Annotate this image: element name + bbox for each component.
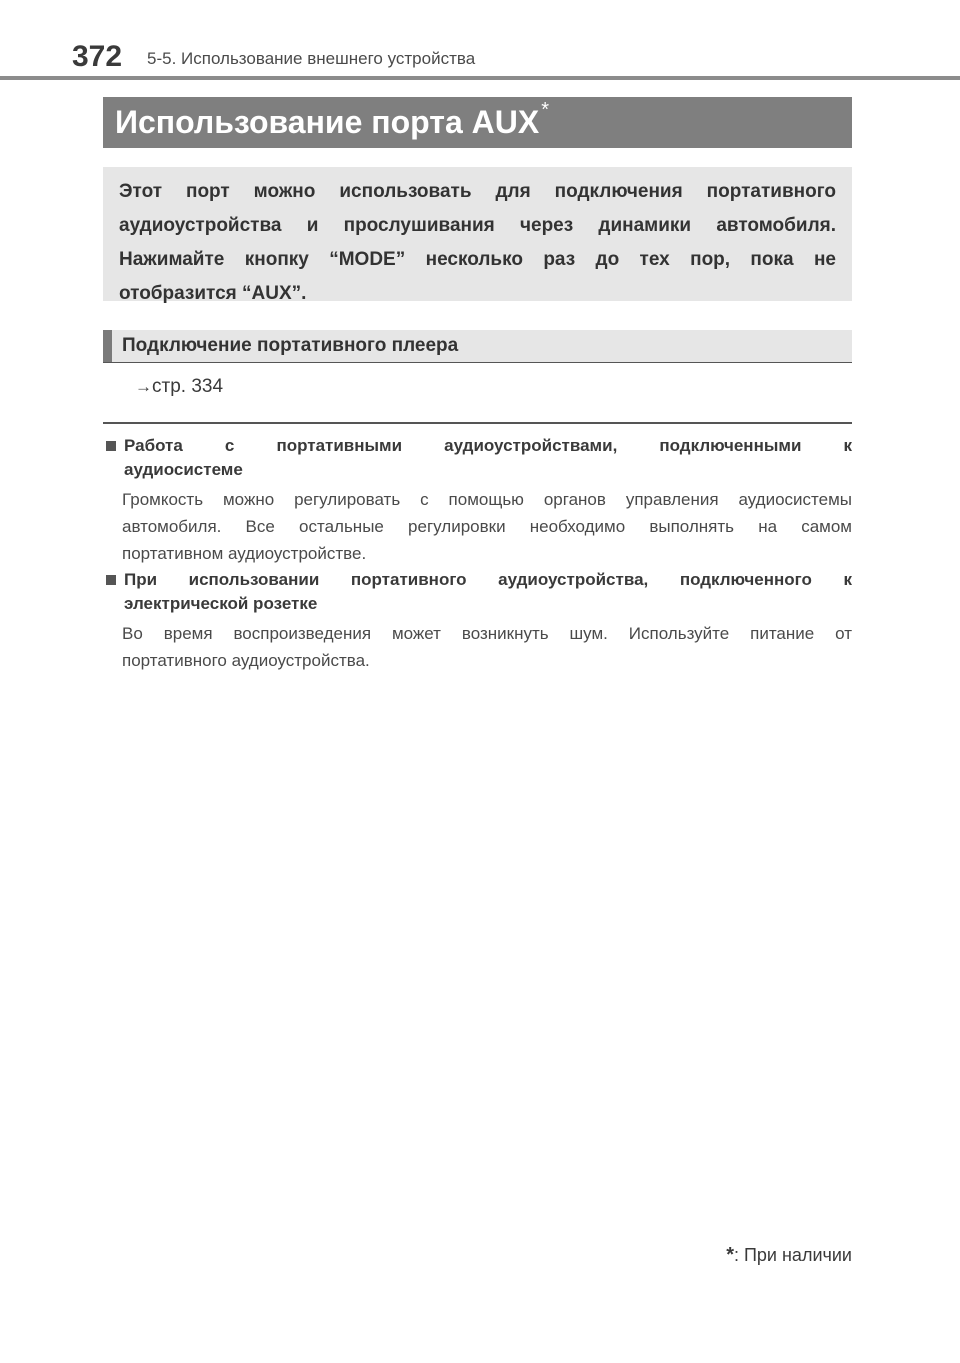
footnote-text: : При наличии: [733, 1245, 852, 1265]
section-title: Использование порта AUX: [115, 104, 540, 140]
intro-box: [103, 167, 852, 304]
subsection-title: Подключение портативного плеера: [122, 335, 459, 356]
section-title-banner: [103, 97, 852, 148]
note-title-line: электрической розетке: [124, 594, 318, 613]
subsection-header: [103, 330, 852, 363]
note-body-line: автомобиля. Все остальные регулировки необходимо выполнять на самом: [122, 517, 852, 536]
note-block: [103, 568, 852, 674]
note-body: [122, 620, 852, 674]
square-bullet-icon: [106, 441, 116, 451]
intro-line: отобразится “AUX”.: [119, 283, 307, 304]
availability-asterisk-icon: *: [541, 99, 549, 121]
page-reference[interactable]: [135, 376, 223, 398]
note-body-line: Во время воспроизведения может возникнуть шум. Используйте питание от: [122, 624, 852, 643]
page-number: 372: [72, 40, 123, 73]
note-body-line: портативном аудиоустройстве.: [122, 544, 367, 563]
asterisk-icon: *: [726, 1244, 734, 1266]
note-body-line: портативного аудиоустройства.: [122, 651, 370, 670]
intro-line: Нажимайте кнопку “MODE” несколько раз до тех пор, пока не: [119, 249, 836, 270]
note-body-line: Громкость можно регулировать с помощью органов управления аудиосистемы: [122, 490, 852, 509]
note-block: [103, 434, 852, 567]
note-title: [124, 568, 852, 616]
note-title: [124, 434, 852, 482]
footnote: [726, 1244, 852, 1267]
running-header: 5-5. Использование внешнего устройства: [147, 49, 476, 68]
note-title-line: Работа с портативными аудиоустройствами, подключенными к: [124, 436, 852, 455]
note-title-line: При использовании портативного аудиоустройства, подключенного к: [124, 570, 852, 589]
note-body: [122, 486, 852, 567]
note-title-line: аудиосистеме: [124, 460, 243, 479]
header-rule: [0, 76, 960, 80]
section-divider: [103, 422, 852, 424]
arrow-right-icon: →: [135, 377, 152, 396]
square-bullet-icon: [106, 575, 116, 585]
intro-line: аудиоустройства и прослушивания через динамики автомобиля.: [119, 215, 836, 236]
subsection-marker: [103, 330, 112, 362]
page-reference-text: стр. 334: [152, 376, 224, 397]
intro-line: Этот порт можно использовать для подключения портативного: [119, 181, 836, 202]
